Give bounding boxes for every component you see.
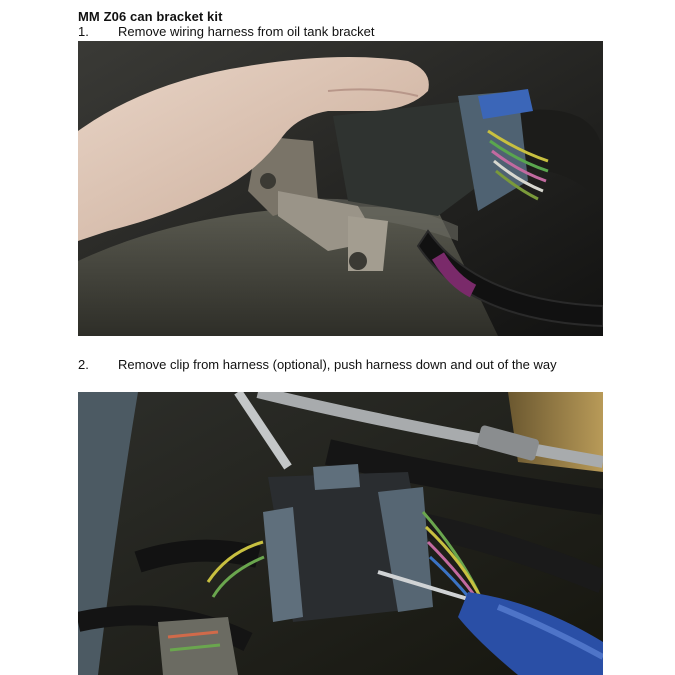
document-title: MM Z06 can bracket kit [78,9,223,24]
photo-step-1-harness-removal [78,41,603,336]
step-2-number: 2. [78,357,89,372]
step-2-text: Remove clip from harness (optional), push harness down and out of the way [118,357,557,372]
photo-step-2-harness-clip [78,392,603,675]
step-1-number: 1. [78,24,89,39]
step-1-text: Remove wiring harness from oil tank bracket [118,24,375,39]
